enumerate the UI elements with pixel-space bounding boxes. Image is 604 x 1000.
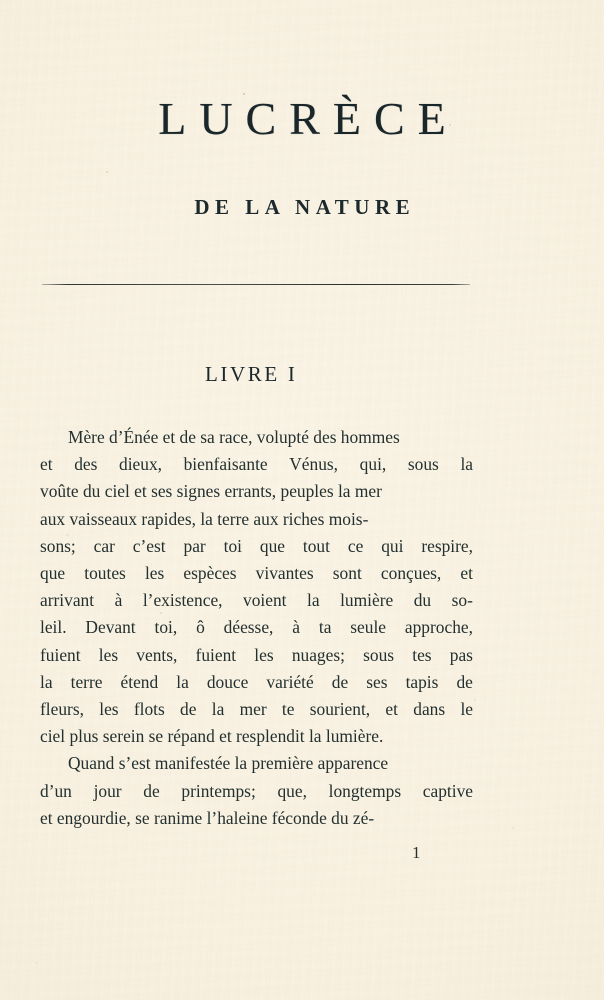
word: Devant xyxy=(85,617,136,638)
word: conçues, xyxy=(380,563,442,584)
text-line xyxy=(40,587,473,614)
text-line xyxy=(40,614,473,641)
text-line xyxy=(40,778,473,805)
text-line xyxy=(40,642,473,669)
word: leil. xyxy=(40,617,67,638)
word: et xyxy=(385,699,398,720)
word: ses xyxy=(366,671,388,692)
word: les xyxy=(144,563,165,584)
word: et xyxy=(40,454,53,475)
word: de xyxy=(180,699,197,720)
word: par xyxy=(183,535,206,556)
word: bienfaisante xyxy=(183,454,268,475)
horizontal-rule-divider xyxy=(42,284,470,285)
page-title: LUCRÈCE xyxy=(158,93,459,144)
word: approche, xyxy=(404,617,473,638)
word: des xyxy=(74,454,98,475)
text-line xyxy=(40,560,473,587)
word: la xyxy=(211,699,225,720)
text-line xyxy=(40,451,473,478)
word: espèces xyxy=(183,563,237,584)
word: terre xyxy=(70,671,103,692)
text-line: ciel plus serein se répand et resplendit la lumière. xyxy=(40,726,384,747)
word: la xyxy=(460,454,473,475)
word: le xyxy=(460,699,473,720)
word: d’un xyxy=(40,780,72,801)
paper-speck xyxy=(512,827,514,829)
text-line xyxy=(40,533,473,560)
word: sourient, xyxy=(309,699,371,720)
word: Vénus, xyxy=(289,454,339,475)
word: te xyxy=(281,699,295,720)
word: tes xyxy=(412,644,432,665)
page-subtitle: DE LA NATURE xyxy=(194,194,416,219)
word: que xyxy=(40,563,66,584)
word: toi xyxy=(223,535,242,556)
word: qui, xyxy=(359,454,387,475)
word: que xyxy=(259,535,285,556)
paper-speck xyxy=(36,962,38,964)
word: printemps; xyxy=(181,780,256,801)
word: étend xyxy=(120,671,159,692)
word: ô xyxy=(196,617,205,638)
word: ta xyxy=(318,617,332,638)
section-heading xyxy=(205,362,297,387)
word: la xyxy=(176,671,189,692)
paragraph xyxy=(40,750,473,832)
word: sont xyxy=(332,563,362,584)
word: tout xyxy=(302,535,330,556)
word: variété xyxy=(266,671,314,692)
word: c’est xyxy=(132,535,166,556)
word: et xyxy=(460,563,473,584)
word: sons; xyxy=(40,535,76,556)
word: que, xyxy=(277,780,307,801)
word: captive xyxy=(422,780,473,801)
section-heading-number: I xyxy=(287,362,298,386)
text-line xyxy=(40,669,473,696)
word: déesse, xyxy=(223,617,274,638)
word: fuient xyxy=(40,644,81,665)
word: à xyxy=(114,590,123,611)
word: de xyxy=(456,671,473,692)
word: la xyxy=(40,671,53,692)
word: so- xyxy=(451,590,473,611)
word: car xyxy=(93,535,115,556)
text-line xyxy=(40,696,473,723)
word: vivantes xyxy=(255,563,314,584)
word: voient xyxy=(243,590,287,611)
word: fleurs, xyxy=(40,699,84,720)
word: dans xyxy=(413,699,446,720)
word: la xyxy=(307,590,320,611)
word: nuages; xyxy=(291,644,345,665)
word: ce xyxy=(347,535,364,556)
word: les xyxy=(254,644,274,665)
word: sous xyxy=(363,644,395,665)
word: à xyxy=(292,617,300,638)
word: jour xyxy=(93,780,122,801)
word: fuient xyxy=(195,644,237,665)
text-line: aux vaisseaux rapides, la terre aux riches mois- xyxy=(40,508,369,529)
body-text-block xyxy=(40,424,473,832)
text-line: Mère d’Énée et de sa race, volupté des hommes xyxy=(68,427,400,447)
word: de xyxy=(331,671,349,692)
title-block xyxy=(0,93,604,220)
paragraph xyxy=(40,424,473,750)
word: toutes xyxy=(84,563,126,584)
word: douce xyxy=(206,671,249,692)
word: respire, xyxy=(421,535,473,556)
word: les xyxy=(99,699,119,720)
word: toi, xyxy=(154,617,178,638)
word: l’existence, xyxy=(142,590,223,611)
page-number: 1 xyxy=(412,843,421,862)
word: qui xyxy=(381,535,404,556)
word: vents, xyxy=(136,644,178,665)
word: tapis xyxy=(405,671,439,692)
word: arrivant xyxy=(40,590,95,611)
word: de xyxy=(143,780,160,801)
word: pas xyxy=(449,644,473,665)
text-line: et engourdie, se ranime l’haleine féconde du zé- xyxy=(40,807,375,828)
word: dieux, xyxy=(119,454,162,475)
word: du xyxy=(413,590,432,611)
word: sous xyxy=(407,454,439,475)
text-line: Quand s’est manifestée la première apparence xyxy=(68,753,389,774)
paper-speck xyxy=(474,699,476,701)
word: flots xyxy=(133,699,165,720)
text-line: voûte du ciel et ses signes errants, peuples la mer xyxy=(40,481,382,502)
section-heading-label: LIVRE xyxy=(205,362,280,386)
word: les xyxy=(98,644,119,665)
word: longtemps xyxy=(328,780,402,801)
word: seule xyxy=(350,617,387,638)
word: lumière xyxy=(340,590,394,611)
word: mer xyxy=(239,699,267,720)
